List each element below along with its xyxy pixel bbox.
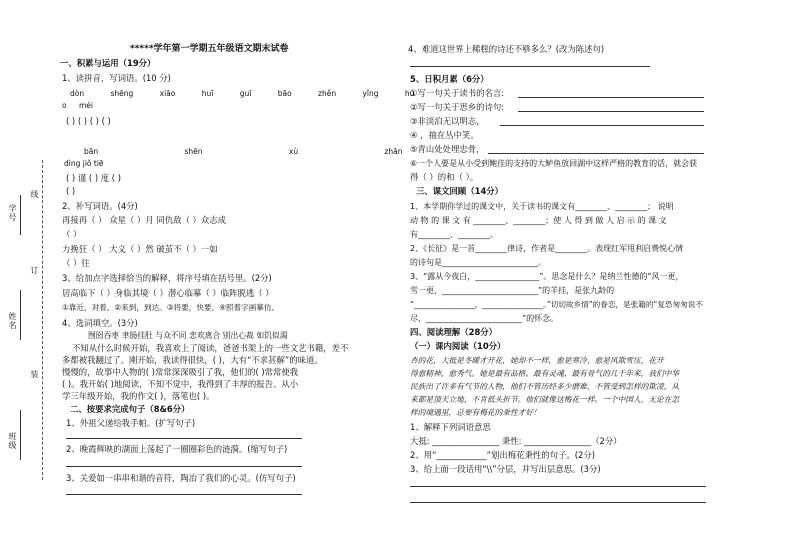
reading-passage-line-1: 杏的花，大抵是冬暖才开花，她却不一样，愈是寒冷，愈是风欺雪压，花开 — [410, 356, 664, 365]
answer-line — [410, 502, 706, 503]
reading-passage-line-2: 得愈精神，愈秀气。她是最有品格、最有灵魂、最有骨气的几千年来，我们中华 — [410, 369, 680, 378]
s5-item-4: ④ ，抽在丛中笑。 — [410, 130, 479, 140]
section-1-heading: 一、积累与运用（19分） — [60, 58, 156, 68]
q4-paragraph-2: 多都被我翻过了。刚开始，我读得很快，( )，大有“不求甚解”的味道。 — [62, 355, 323, 365]
s2-q2: 2、晚霞辉映的湖面上荡起了一圈圈彩色的涟漪。(缩写句子) — [66, 444, 288, 454]
binding-line — [42, 160, 43, 480]
q4-paragraph-3: 慢慢的，故事中人物的( )常常深深吸引了我，他们的( )常常使我 — [62, 367, 299, 377]
review-1-line-2: 动 物 的 课 文 有 ________、________；使 人 得 到 做 人 启 示 的 课 文 — [410, 216, 667, 225]
margin-line-bottom — [20, 410, 21, 460]
q2-row-2: 力挽狂（ ） 大义（ ）然 破茧不（ ）一如 — [62, 244, 218, 254]
q2-row-1b: （ ） — [62, 229, 82, 239]
q3-row-1: 居高临下（ ）身临其境（ ）潜心临摹（ ）临阵脱逃（ ） — [62, 288, 274, 298]
q4-paragraph-5: 学三年级开始，我的作文( )，落笔也( )。 — [62, 391, 215, 401]
review-3-line-4: 尽，________________________”的怀念。 — [410, 314, 559, 323]
exam-title: *****学年第一学期五年级语文期末试卷 — [130, 44, 289, 54]
q2-heading: 2、补写词语。(4分) — [62, 201, 138, 211]
pinyin-row-1: dòn shēng xiāo huī guī bāo zhěn yǐng hú — [70, 89, 415, 98]
s5-item-5: ⑤青山处处埋忠骨， — [410, 144, 485, 154]
q2-row-1: 再接再（ ） 众星（ ）月 同仇敌（ ）众志成 — [62, 215, 227, 225]
review-3-line-1: 3、“露从今夜白，________________”。思念是什么？是纳兰性德的“风一更， — [410, 272, 684, 281]
binding-mark-zhuang: 装 — [30, 370, 39, 379]
answer-line — [66, 438, 302, 439]
reading-passage-line-3: 民族出了许多有气节的人物，他们不管历经多少磨难，不管受到怎样的欺凌，从 — [410, 382, 680, 391]
answer-row-2: ( ) 谨 ( ) 度 ( ) — [66, 173, 121, 183]
reading-passage-line-4: 来都是顶天立地，不肯低头折节。他们就像这梅花一样。一个中国人，无论在怎 — [410, 395, 680, 404]
s5-heading: 5、日积月累（6分） — [410, 74, 489, 84]
reading-q3: 3、给上面一段话用“\\”分层，并写出层意思。(3分) — [410, 464, 601, 474]
q4-heading: 4、选词填空。(3分) — [62, 318, 138, 328]
review-3-line-3: “________________，________________。”切切故乡情”的眷恋，是张籍的“复恐匆匆说不 — [410, 300, 703, 309]
reading-passage-line-5: 样的境遇里，总要有梅花的秉性才好！ — [410, 408, 541, 417]
section-2-heading: 二、按要求完成句子（8&6分） — [70, 404, 190, 414]
label-student-number: 学号 — [8, 204, 17, 222]
answer-line — [488, 153, 704, 154]
s2-q3: 3、关爱如一串串和谐的音符，陶冶了我们的心灵。(仿写句子) — [66, 473, 296, 483]
margin-line-top — [20, 195, 21, 235]
q3-heading: 3、给加点字选择恰当的解释，将序号填在括号里。(2分) — [62, 273, 272, 283]
reading-q2: 2、用“____________”划出梅花秉性的句子。(2分) — [410, 450, 595, 460]
binding-mark-xian: 线 — [30, 190, 39, 199]
pinyin-row-2b: dìng jiǒ tiē — [64, 159, 104, 168]
reading-1-heading: （一）课内阅读（10分） — [410, 341, 506, 351]
q4-word-bank: 囫囵吞枣 聿肠挂肚 与众不同 悲欢离合 别出心裁 如饥似渴 — [88, 331, 288, 340]
pinyin-row-2: bān shēn xù zhān — [84, 147, 403, 156]
q4-paragraph-1: 不知从什么时候开始，我喜欢上了阅读，爸爸书架上的一些文艺书籍，差不 — [72, 343, 349, 353]
pinyin-row-1b: o méi — [62, 101, 93, 110]
review-2-line-2: 的诗句是________________________。 — [410, 258, 546, 267]
answer-line — [518, 111, 704, 112]
answer-line — [410, 66, 650, 67]
s5-item-6b: 得（ ）的和（ ）。 — [410, 172, 479, 182]
s2-q1: 1、外祖父递给我手帕。(扩写句子) — [66, 418, 196, 428]
answer-line — [518, 97, 704, 98]
label-student-name: 姓名 — [8, 312, 17, 330]
q2-row-2b: （ ）往 — [62, 258, 90, 268]
section-3-heading: 三、课文回顾（14分） — [416, 186, 504, 196]
answer-row-1: ( ) ( ) ( ) ( ) — [66, 116, 111, 126]
answer-line — [410, 486, 706, 487]
reading-q1-row: 大抵: ________________ 秉性: ________________（2分） — [410, 436, 622, 446]
section-4-heading: 四、阅读理解（28分） — [410, 327, 498, 337]
review-2-line-1: 2、《长征》是一首________律诗，作者是________。表现红军甩利启费悦心情 — [410, 244, 684, 253]
s5-item-3: ③非淡泊无以明志， — [410, 116, 485, 126]
q3-row-2: ①靠近，对着。②来到，到达。③将要，快要。④照着字画摹仿。 — [62, 303, 280, 312]
s5-item-6a: ⑥一个人要是从小受到鲍佳的支持的大鲈鱼放回湖中这样严格的教育的话，就会获 — [410, 159, 698, 168]
binding-mark-ding: 订 — [30, 266, 39, 275]
review-3-line-2: 雪一更，________________________”的羊挂，是张九龄的 — [410, 286, 615, 295]
rq4-sentence: 4、难道这世界上稀糕的诗还不够多么？(改为陈述句) — [408, 44, 605, 54]
q4-paragraph-4: ( )。我开始( )地阅读，不知不觉中，我得到了丰厚的报告。从小 — [62, 379, 299, 389]
reading-q1-heading: 1、解释下列词语意思 — [410, 422, 491, 432]
answer-line — [66, 466, 302, 467]
answer-line — [500, 125, 704, 126]
s5-item-1: ①写一句关于读书的名言: — [410, 88, 505, 98]
answer-row-2b: ( ) — [66, 186, 76, 196]
review-1-line-1: 1、本学期你学过的课文中，关于读书的课文有________、________； 说明 — [410, 202, 674, 211]
q1-heading: 1、读拼音，写词语。(10 分) — [62, 73, 171, 83]
margin-line-mid — [20, 290, 21, 340]
s5-item-2: ②写一句关于思乡的诗句: — [410, 102, 505, 112]
answer-line — [66, 494, 302, 495]
review-1-line-3: 有________、________。 — [410, 230, 498, 239]
label-class: 班级 — [8, 432, 17, 450]
